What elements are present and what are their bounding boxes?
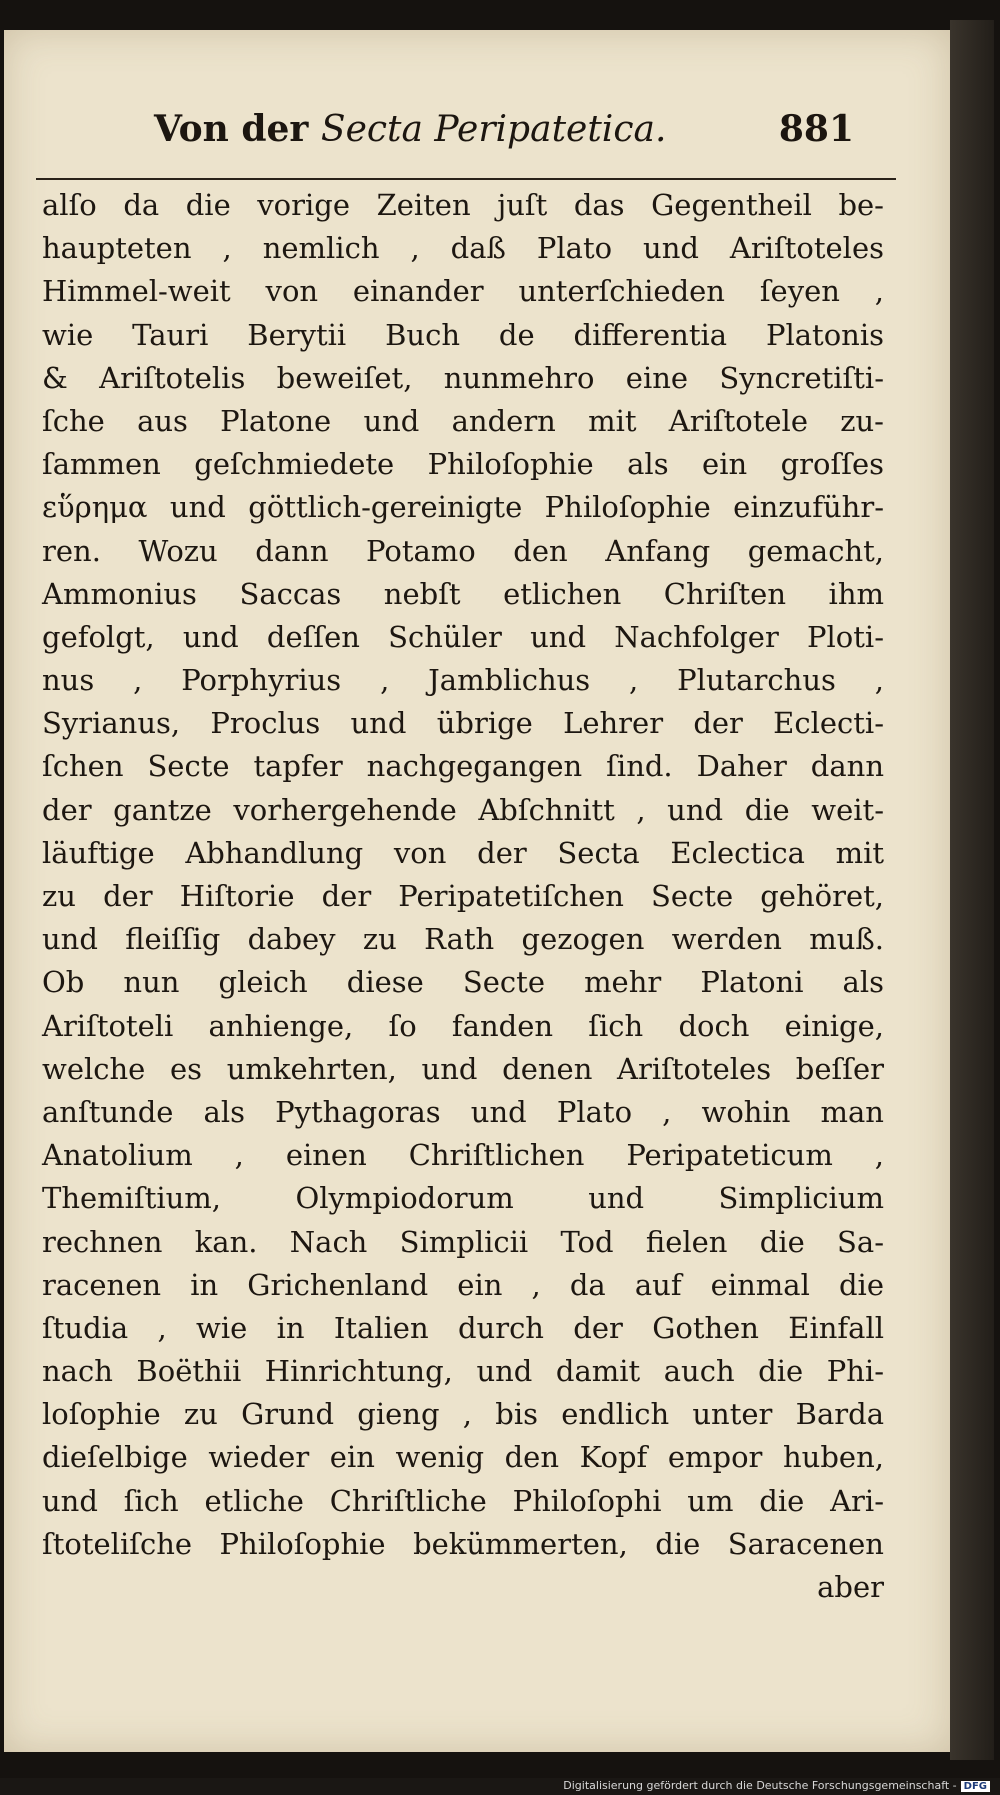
text-line: zu der Hiſtorie der Peripatetiſchen Secte gehöret,	[42, 879, 884, 913]
text-line: und ſich etliche Chriſtliche Philoſophi um die Ari-	[42, 1483, 884, 1518]
page-number: 881	[778, 108, 854, 150]
credit-text: Digitalisierung gefördert durch die Deutsche Forschungsgemeinschaft -	[563, 1779, 957, 1792]
text-line: gefolgt, und deſſen Schüler und Nachfolger Ploti-	[42, 619, 884, 654]
text-line: nus , Porphyrius , Jamblichus , Plutarchus ,	[42, 663, 884, 698]
text-line: aber	[817, 1570, 884, 1604]
text-line: εὕρημα und göttlich-gereinigte Philoſophie einzuführ-	[42, 490, 884, 525]
text-line: Ammonius Saccas nebſt etlichen Chriſten ihm	[42, 576, 884, 611]
body-text	[42, 184, 884, 1609]
text-line: racenen in Grichenland ein , da auf einmal die	[42, 1267, 884, 1302]
text-line: der gantze vorhergehende Abſchnitt , und die weit-	[42, 792, 884, 827]
text-line: Ob nun gleich diese Secte mehr Platoni als	[42, 965, 884, 1000]
text-line: wie Tauri Berytii Buch de differentia Platonis	[42, 317, 884, 352]
text-line: und fleiſſig dabey zu Rath gezogen werden muß.	[42, 922, 884, 957]
text-line: Syrianus, Proclus und übrige Lehrer der Eclecti-	[42, 706, 884, 741]
text-line: Anatolium , einen Chriſtlichen Peripateticum ,	[42, 1138, 884, 1173]
page-header	[154, 108, 854, 168]
text-line: & Ariſtotelis beweiſet, nunmehro eine Syncretiſti-	[42, 360, 884, 395]
book-edge	[950, 20, 994, 1760]
text-line: läuftige Abhandlung von der Secta Eclectica mit	[42, 835, 884, 870]
book-page	[4, 30, 950, 1752]
text-line: loſophie zu Grund gieng , bis endlich unter Barda	[42, 1397, 884, 1432]
running-title-prefix: Von der	[154, 108, 321, 150]
text-line: ſtoteliſche Philoſophie bekümmerten, die Saracenen	[42, 1526, 884, 1561]
text-line: welche es umkehrten, und denen Ariſtoteles beſſer	[42, 1051, 884, 1086]
text-line: nach Boëthii Hinrichtung, und damit auch die Phi-	[42, 1354, 884, 1389]
text-line: ſchen Secte tapfer nachgegangen ſind. Daher dann	[42, 749, 884, 784]
text-line: alſo da die vorige Zeiten juſt das Gegentheil be-	[42, 188, 884, 222]
text-line: ſtudia , wie in Italien durch der Gothen Einfall	[42, 1310, 884, 1345]
text-line: ſche aus Platone und andern mit Ariſtotele zu-	[42, 403, 884, 438]
running-title-latin: Secta Peripatetica.	[320, 109, 667, 150]
running-title	[154, 108, 666, 150]
text-line: anſtunde als Pythagoras und Plato , wohin man	[42, 1094, 884, 1129]
text-line: rechnen kan. Nach Simplicii Tod fielen die Sa-	[42, 1224, 884, 1259]
text-line: Himmel-weit von einander unterſchieden ſeyen ,	[42, 274, 884, 309]
text-line: dieſelbige wieder ein wenig den Kopf empor huben,	[42, 1440, 884, 1475]
text-line: ren. Wozu dann Potamo den Anfang gemacht,	[42, 533, 884, 568]
text-line: haupteten , nemlich , daß Plato und Ariſtoteles	[42, 231, 884, 266]
text-line: Ariſtoteli anhienge, ſo fanden ſich doch einige,	[42, 1008, 884, 1043]
dfg-logo: DFG	[961, 1781, 990, 1792]
text-line: Themiſtium, Olympiodorum und Simplicium	[42, 1181, 884, 1216]
header-rule	[36, 178, 896, 180]
text-line: ſammen geſchmiedete Philoſophie als ein groſſes	[42, 447, 884, 482]
digitization-credit	[563, 1779, 990, 1792]
